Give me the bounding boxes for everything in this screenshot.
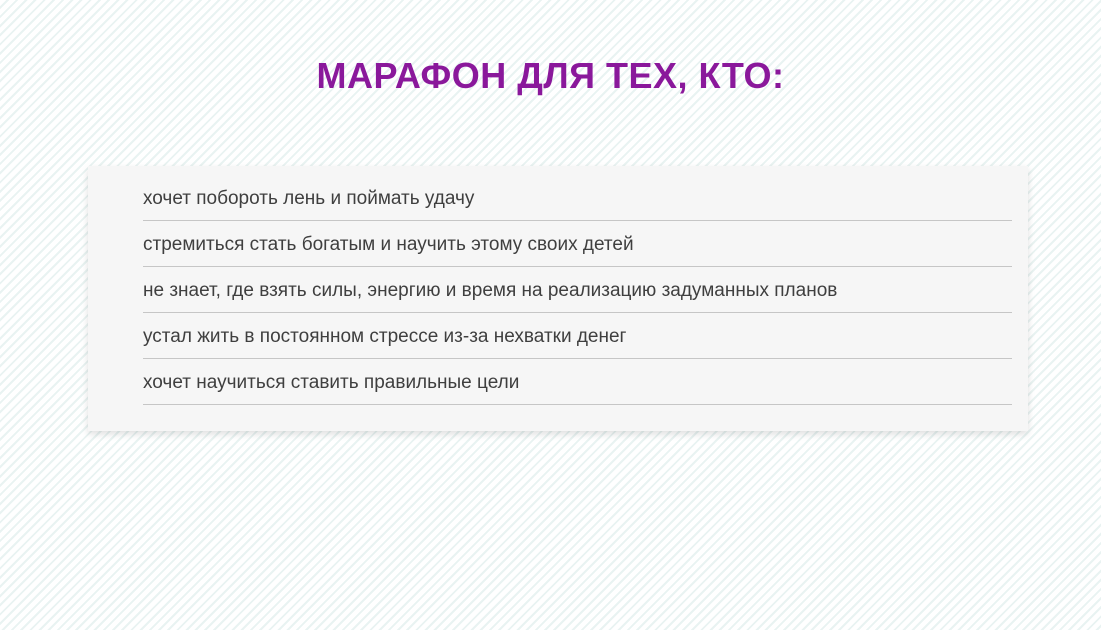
section-title: МАРАФОН ДЛЯ ТЕХ, КТО: xyxy=(316,55,785,96)
audience-card xyxy=(88,166,1028,431)
list-item: устал жить в постоянном стрессе из-за нехватки денег xyxy=(143,313,1012,359)
audience-list xyxy=(88,166,1028,431)
list-item: хочет научиться ставить правильные цели xyxy=(143,359,1012,405)
list-item: стремиться стать богатым и научить этому своих детей xyxy=(143,221,1012,267)
list-item: не знает, где взять силы, энергию и время на реализацию задуманных планов xyxy=(143,267,1012,313)
page-background xyxy=(0,54,1101,630)
list-item: хочет побороть лень и поймать удачу xyxy=(143,175,1012,221)
